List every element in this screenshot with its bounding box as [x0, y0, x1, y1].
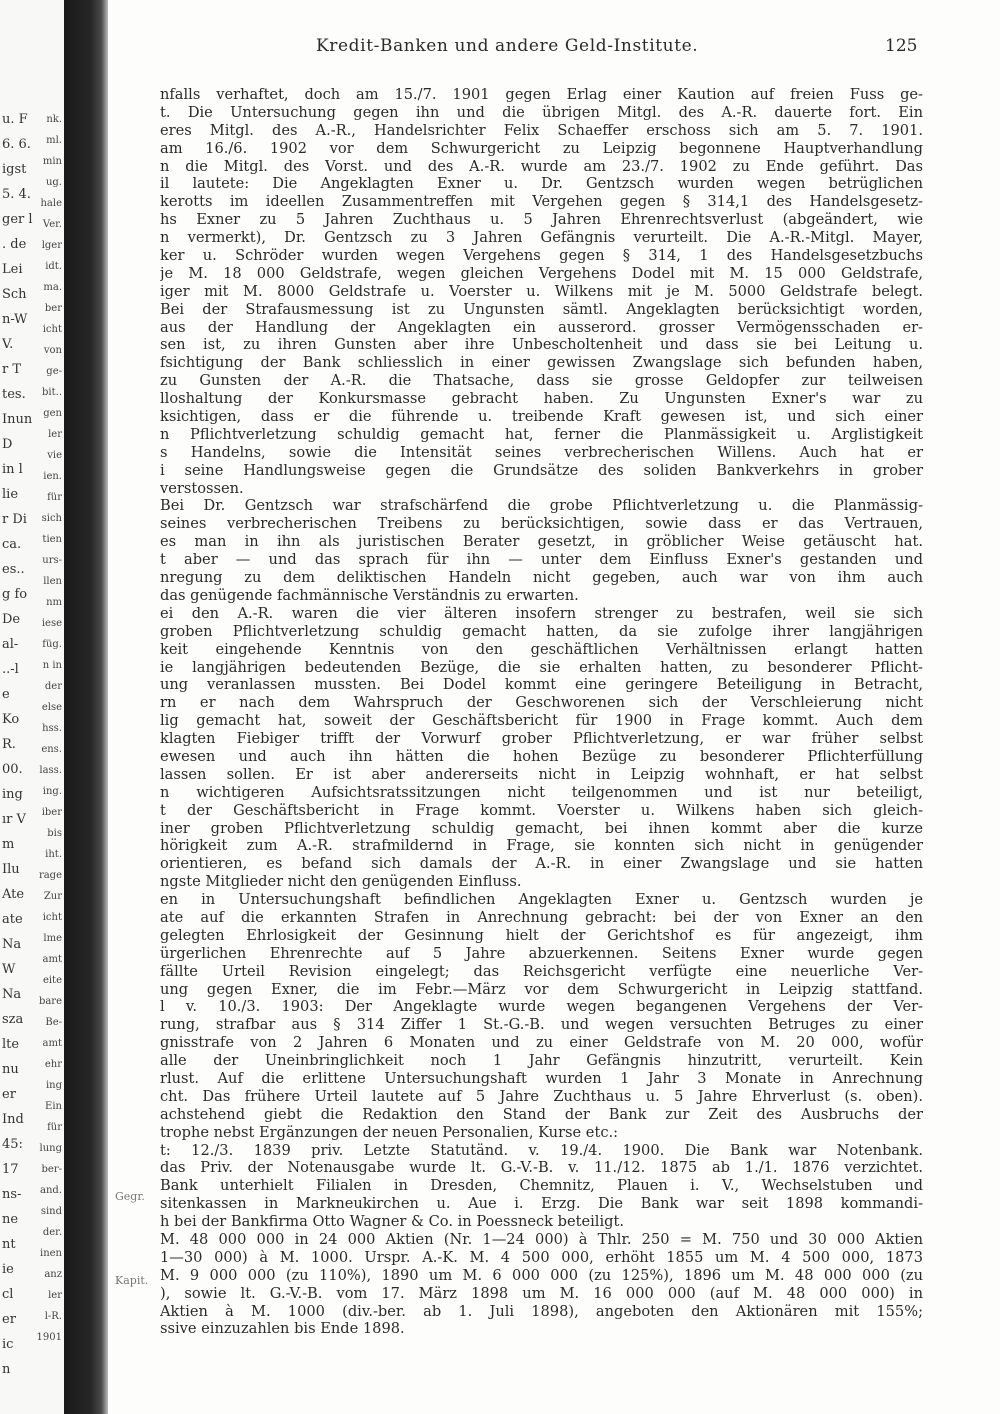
fold-fragment: lass. — [39, 765, 62, 776]
edge-fragment: m — [2, 837, 15, 852]
edge-fragment: ie — [2, 1262, 14, 1277]
fold-fragment: Ein — [45, 1101, 62, 1112]
fold-fragment: urs- — [42, 555, 62, 566]
edge-fragment: 17 — [2, 1162, 19, 1177]
body-line: Bank unterhielt Filialen in Dresden, Chemnitz, Plauen i. V., Wechselstuben und — [160, 1177, 923, 1195]
fold-fragment: bis — [47, 828, 62, 839]
fold-fragment: l-R. — [44, 1311, 62, 1322]
edge-fragment: ate — [2, 912, 23, 927]
body-line: t: 12./3. 1839 priv. Letzte Statutänd. v. 19./4. 1900. Die Bank war Notenbank. — [160, 1141, 923, 1159]
fold-fragment: eite — [42, 975, 62, 986]
body-line: keit eingehende Kenntnis von den geschäftlichen Verhältnissen erlangt hatten — [160, 640, 923, 658]
body-line: alle der Uneinbringlichkeit noch 1 Jahr Gefängnis hinzutritt, verurteilt. Kein — [160, 1052, 923, 1070]
body-line: il lautete: Die Angeklagten Exner u. Dr. Gentzsch wurden wegen betrüglichen — [160, 175, 923, 193]
fold-fragment: idt. — [45, 261, 62, 272]
body-line: ie langjährigen bedeutenden Bezüge, die sie erhalten hatten, zu besonderer Pflicht- — [160, 658, 923, 676]
fold-fragment: der. — [42, 1227, 62, 1238]
fold-fragment: vie — [47, 450, 62, 461]
edge-fragment: in l — [2, 462, 23, 477]
body-line: fällte Urteil Revision eingelegt; das Reichsgericht verfügte eine neuerliche Ver- — [160, 962, 923, 980]
body-line: kerotts im ideellen Zusammentreffen mit Vergehen gegen § 314,1 des Handelsgesetz- — [160, 193, 923, 211]
margin-label-kapit: Kapit. — [115, 1274, 149, 1287]
body-line: ngste Mitglieder nicht den genügenden Einfluss. — [160, 873, 522, 891]
body-line: h bei der Bankfirma Otto Wagner & Co. in Poessneck beteiligt. — [160, 1213, 624, 1231]
edge-fragment: lie — [2, 487, 19, 502]
edge-fragment: er — [2, 1312, 16, 1327]
edge-fragment: Ilu — [2, 862, 20, 877]
fold-fragment: für — [47, 492, 62, 503]
body-line: hs Exner zu 5 Jahren Zuchthaus u. 5 Jahren Ehrenrechtsverlust (abgeändert, wie — [160, 211, 923, 229]
body-line: ung veranlassen mussten. Bei Dodel kommt eine geringere Beteiligung in Betracht, — [160, 676, 923, 694]
body-line: iner groben Pflichtverletzung schuldig gemacht, bei ihnen kommt aber die kurze — [160, 819, 923, 837]
fold-fragment: amt — [42, 1038, 62, 1049]
edge-fragment: 45: — [2, 1137, 23, 1152]
body-line: nregung zu dem deliktischen Handeln nicht gegeben, auch war von ihm auch — [160, 569, 923, 587]
body-line: sen ist, zu ihren Gunsten aber ihre Unbescholtenheit und dass sie bei Leitung u. — [160, 336, 923, 354]
fold-fragment: iber — [41, 807, 62, 818]
body-line: t aber — und das sprach für ihn — unter dem Einfluss Exner's gestanden und — [160, 551, 923, 569]
edge-fragment: Ind — [2, 1112, 24, 1127]
binding-fold — [64, 0, 108, 1414]
body-line: n wichtigeren Aufsichtsratssitzungen nicht teilgenommen und ist nur beteiligt, — [160, 783, 923, 801]
edge-fragment: D — [2, 437, 13, 452]
fold-fragment: ge- — [46, 366, 62, 377]
body-line: Bei Dr. Gentzsch war strafschärfend die grobe Pflichtverletzung u. die Planmässig- — [160, 497, 923, 515]
edge-fragment: es.. — [2, 562, 25, 577]
fold-fragment: ler — [48, 429, 62, 440]
fold-fragment: nm — [46, 597, 62, 608]
edge-fragment: er — [2, 1087, 16, 1102]
body-line: seines verbrecherischen Treibens zu berücksichtigen, sowie dass er das Vertrauen, — [160, 515, 923, 533]
body-line: n vermerkt), Dr. Gentzsch zu 3 Jahren Gefängnis verurteilt. Die A.-R.-Mitgl. Mayer, — [160, 229, 923, 247]
fold-fragment: 1901 — [36, 1332, 62, 1343]
edge-fragment: Inun — [2, 412, 33, 427]
edge-fragment: nu — [2, 1062, 19, 1077]
fold-fragment: Zur — [43, 891, 62, 902]
body-line: achstehend giebt die Redaktion den Stand der Bank zur Zeit des Ausbruchs der — [160, 1105, 923, 1123]
body-line: M. 9 000 000 (zu 110%), 1890 um M. 6 000 000 (zu 125%), 1896 um M. 48 000 000 (zu — [160, 1266, 923, 1284]
body-line: n die Mitgl. des Vorst. und des A.-R. wurde am 23./7. 1902 zu Ende geführt. Das — [160, 157, 923, 175]
body-line: ewesen und auch ihn hätten die hohen Bezüge zu besonderer Pflichterfüllung — [160, 747, 923, 765]
edge-fragment: u. F — [2, 112, 28, 127]
fold-fragment: lger — [41, 240, 62, 251]
edge-fragment: ca. — [2, 537, 22, 552]
body-line: es man in ihn als juristischen Berater gesetzt, in gröblicher Weise getäuscht hat. — [160, 533, 923, 551]
fold-fragment: lme — [43, 933, 62, 944]
edge-fragment: 5. 4. — [2, 187, 31, 202]
fold-fragment: hss. — [42, 723, 62, 734]
fold-fragment: iht. — [45, 849, 62, 860]
fold-fragment: min — [42, 156, 62, 167]
body-line: Aktien à M. 1000 (div.-ber. ab 1. Juli 1898), angeboten den Aktionären mit 155%; — [160, 1302, 923, 1320]
edge-fragment: Sch — [2, 287, 27, 302]
body-line: Bei der Strafausmessung ist zu Ungunsten sämtl. Angeklagten berücksichtigt worden, — [160, 300, 923, 318]
edge-fragment: De — [2, 612, 21, 627]
body-line: M. 48 000 000 in 24 000 Aktien (Nr. 1—24 000) à Thlr. 250 = M. 750 und 30 000 Aktien — [160, 1231, 923, 1248]
body-line: je M. 18 000 Geldstrafe, wegen gleichen Vergehens Dodel mit M. 15 000 Geldstrafe, — [160, 264, 923, 282]
body-line: lig gemacht hat, soweit der Geschäftsbericht für 1900 in Frage kommt. Auch dem — [160, 712, 923, 730]
fold-fragment: else — [41, 702, 62, 713]
body-line: hörigkeit zum A.-R. strafmildernd in Frage, sie konnten sich nicht in genügender — [160, 837, 923, 855]
body-line: ker u. Schröder wurden wegen Vergehens gegen § 314, 1 des Handelsgesetzbuchs — [160, 247, 923, 265]
fold-fragment: sich — [41, 513, 62, 524]
fold-fragment: iese — [41, 618, 62, 629]
edge-fragment: r T — [2, 362, 22, 377]
edge-fragment: Ko — [2, 712, 20, 727]
edge-fragment: Lei — [2, 262, 23, 277]
body-line: sitenkassen in Markneukirchen u. Aue i. Erzg. Die Bank war seit 1898 kommandi- — [160, 1195, 923, 1213]
edge-fragment: V. — [2, 337, 14, 352]
body-line: ssive einzuzahlen bis Ende 1898. — [160, 1320, 405, 1338]
fold-fragment: tien — [42, 534, 62, 545]
fold-fragment: bit.. — [42, 387, 62, 398]
body-line: das genügende fachmännische Verständnis zu erwarten. — [160, 586, 579, 604]
edge-fragment: . de — [2, 237, 27, 252]
edge-fragment: al- — [2, 637, 19, 652]
fold-fragment: von — [43, 345, 62, 356]
body-line: t der Geschäftsbericht in Frage kommt. Voerster u. Wilkens haben sich gleich- — [160, 801, 923, 819]
edge-fragment: ic — [2, 1337, 14, 1352]
body-line: ate auf die erkannten Strafen in Anrechnung gebracht: bei der von Exner an den — [160, 908, 923, 926]
body-line: iger mit M. 8000 Geldstrafe u. Voerster u. Wilkens mit je M. 5000 Geldstrafe belegt. — [160, 282, 923, 300]
edge-fragment: n-W — [2, 312, 28, 327]
edge-fragment: g fo — [2, 587, 28, 602]
body-line: ), sowie lt. G.-V.-B. vom 17. März 1898 um M. 16 000 000 (auf M. 48 000 000) in — [160, 1284, 923, 1302]
body-line: lloshaltung der Konkursmasse gebracht haben. Zu Ungunsten Exner's war zu — [160, 390, 923, 408]
fold-fragment: bare — [38, 996, 62, 1007]
fold-fragment: icht — [42, 324, 62, 335]
fold-fragment: amt — [42, 954, 62, 965]
body-line: fsichtigung der Bank schliesslich in einer gewissen Zwangslage sich befunden haben, — [160, 354, 923, 372]
body-line: klagten Fiebiger trifft der Vorwurf grober Pflichtverletzung, er war früher selbst — [160, 730, 923, 748]
fold-fragment: für — [47, 1122, 62, 1133]
body-line: gnisstrafe von 2 Jahren 6 Monaten und zu einer Geldstrafe von M. 20 000, wofür — [160, 1034, 923, 1052]
fold-fragment: hale — [40, 198, 62, 209]
fold-fragment: ler — [48, 1290, 62, 1301]
edge-fragment: ne — [2, 1212, 19, 1227]
body-line: aus der Handlung der Angeklagten ein ausserord. grosser Vermögensschaden er- — [160, 318, 923, 336]
edge-fragment: Na — [2, 937, 22, 952]
edge-fragment: tes. — [2, 387, 26, 402]
fold-fragment: n in — [42, 660, 62, 671]
body-line: trophe nebst Ergänzungen der neuen Personalien, Kurse etc.: — [160, 1123, 619, 1141]
edge-fragment: nt — [2, 1237, 16, 1252]
fold-fragment: and. — [40, 1185, 62, 1196]
body-line: cht. Das frühere Urteil lautete auf 5 Jahre Zuchthaus u. 5 Jahre Ehrverlust (s. oben). — [160, 1087, 923, 1105]
edge-fragment: igst — [2, 162, 27, 177]
fold-fragment: gen — [43, 408, 62, 419]
edge-fragment: 00. — [2, 762, 23, 777]
fold-fragment: sind — [40, 1206, 62, 1217]
body-line: zu Gunsten der A.-R. die Thatsache, dass sie grosse Geldopfer zur teilweisen — [160, 372, 923, 390]
edge-fragment: e — [2, 687, 10, 702]
body-line: rlust. Auf die erlittene Untersuchungshaft wurden 1 Jahr 3 Monate in Anrechnung — [160, 1069, 923, 1087]
edge-fragment: n — [2, 1362, 11, 1377]
edge-fragment: Na — [2, 987, 22, 1002]
fold-fragment: lung — [39, 1143, 62, 1154]
body-line: rn er nach dem Wahrspruch der Geschworenen sich der Verschleierung nicht — [160, 694, 923, 712]
fold-fragment: Ver. — [42, 219, 62, 230]
fold-fragment: ien. — [43, 471, 62, 482]
running-title: Kredit-Banken und andere Geld-Institute. — [316, 36, 699, 56]
fold-fragment: ml. — [46, 135, 62, 146]
fold-fragment: ing — [45, 1080, 62, 1091]
edge-fragment: ..-l — [2, 662, 19, 677]
body-line: lassen sollen. Er ist aber andererseits nicht in Leipzig wohnhaft, er hat selbst — [160, 765, 923, 783]
body-line: groben Pflichtverletzung schuldig gemacht hatten, da sie zufolge ihrer langjährigen — [160, 622, 923, 640]
fold-fragment: ug. — [45, 177, 62, 188]
body-line: eres Mitgl. des A.-R., Handelsrichter Felix Schaeffer erschoss sich am 5. 7. 1901. — [160, 121, 923, 139]
fold-fragment: füg. — [42, 639, 62, 650]
edge-fragment: ing — [2, 787, 23, 802]
fold-fragment: rage — [38, 870, 62, 881]
left-page-gutter — [0, 0, 120, 1414]
fold-fragment: ma. — [43, 282, 62, 293]
body-text — [160, 86, 923, 1338]
fold-fragment: ing. — [42, 786, 62, 797]
body-line: n Pflichtverletzung schuldig gemacht hat, ferner die Planmässigkeit u. Arglistigkeit — [160, 425, 923, 443]
edge-fragment: ns- — [2, 1187, 22, 1202]
fold-fragment: Be- — [45, 1017, 62, 1028]
body-line: i seine Handlungsweise gegen die Grundsätze des soliden Bankverkehrs in grober — [160, 461, 923, 479]
fold-fragment: ber- — [41, 1164, 62, 1175]
body-line: l v. 10./3. 1903: Der Angeklagte wurde wegen begangenen Vergehens der Ver- — [160, 998, 923, 1016]
fold-fragment: der — [44, 681, 62, 692]
edge-fragment: ır V — [2, 812, 26, 827]
body-line: ung gegen Exner, die im Febr.—März vor dem Schwurgericht in Leipzig stattfand. — [160, 980, 923, 998]
edge-fragment: lte — [2, 1037, 20, 1052]
edge-fragment: W — [2, 962, 16, 977]
body-line: ei den A.-R. waren die vier älteren insofern strenger zu bestrafen, weil sie sich — [160, 604, 923, 622]
body-line: orientieren, es befand sich damals der A.-R. in einer Zwangslage und sie hatten — [160, 855, 923, 873]
edge-fragment: cl — [2, 1287, 14, 1302]
body-line: nfalls verhaftet, doch am 15./7. 1901 gegen Erlag einer Kaution auf freien Fuss ge- — [160, 86, 923, 103]
body-line: ksichtigen, dass er die führende u. treibende Kraft gewesen ist, und sich einer — [160, 408, 923, 426]
edge-fragment: ger l — [2, 212, 33, 227]
fold-fragment: anz — [44, 1269, 62, 1280]
fold-fragment: ehr — [44, 1059, 62, 1070]
body-line: rung, strafbar aus § 314 Ziffer 1 St.-G.-B. und wegen versuchten Betruges zu einer — [160, 1016, 923, 1034]
body-line: gelegten Ehrlosigkeit der Gesinnung hielt der Gerichtshof es für angezeigt, ihm — [160, 926, 923, 944]
body-line: das Priv. der Notenausgabe wurde lt. G.-V.-B. v. 11./12. 1875 ab 1./1. 1876 verzichtet. — [160, 1159, 923, 1177]
body-line: 1—30 000) à M. 1000. Urspr. A.-K. M. 4 500 000, erhöht 1855 um M. 4 500 000, 1873 — [160, 1248, 923, 1266]
fold-fragment: ens. — [41, 744, 62, 755]
body-line: am 16./6. 1902 vor dem Schwurgericht zu Leipzig begonnene Hauptverhandlung — [160, 139, 923, 157]
body-line: s Handelns, sowie die Intensität seines verbrecherischen Willens. Auch hat er — [160, 443, 923, 461]
body-line: ürgerlichen Ehrenrechte auf 5 Jahre abzuerkennen. Seitens Exner wurde gegen — [160, 944, 923, 962]
fold-fragment: ber — [44, 303, 62, 314]
fold-fragment: inen — [40, 1248, 62, 1259]
edge-fragment: r Di — [2, 512, 27, 527]
page-number: 125 — [885, 36, 918, 56]
body-line: en in Untersuchungshaft befindlichen Angeklagten Exner u. Gentzsch wurden je — [160, 891, 923, 909]
body-line: verstossen. — [160, 479, 244, 497]
edge-fragment: 6. 6. — [2, 137, 31, 152]
fold-fragment: nk. — [46, 114, 62, 125]
edge-fragment: Ate — [2, 887, 25, 902]
edge-fragment: sza — [2, 1012, 24, 1027]
fold-fragment: llen — [43, 576, 62, 587]
fold-fragment: icht — [42, 912, 62, 923]
margin-label-gegr: Gegr. — [115, 1190, 145, 1203]
body-line: t. Die Untersuchung gegen ihn und die übrigen Mitgl. des A.-R. dauerte fort. Ein — [160, 103, 923, 121]
edge-fragment: R. — [2, 737, 16, 752]
